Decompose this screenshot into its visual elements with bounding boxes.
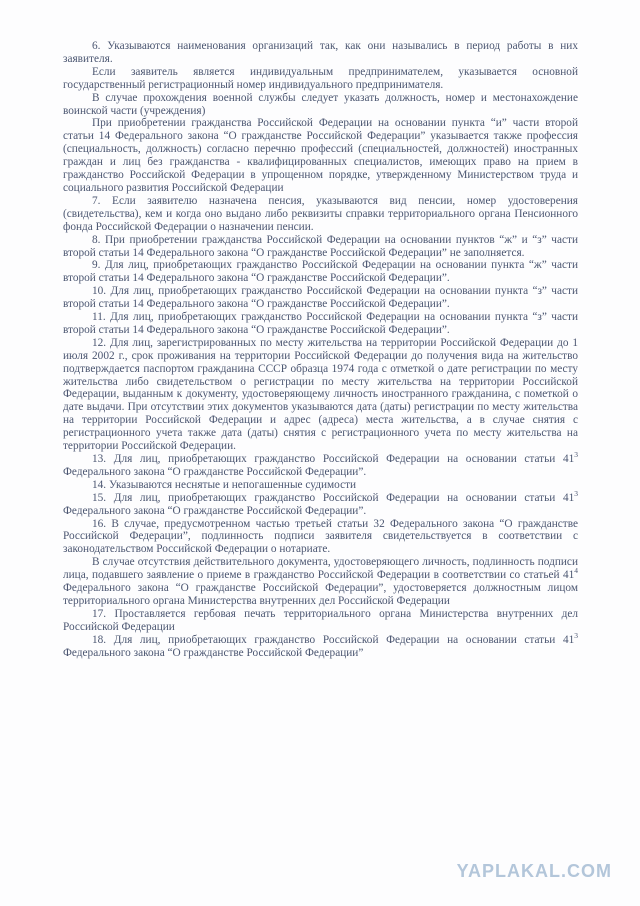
superscript: 3 <box>574 450 578 460</box>
document-text-block <box>63 40 578 660</box>
paragraph-text: Федерального закона “О гражданстве Российской Федерации”. <box>63 465 367 478</box>
paragraph-note-14: 14. Указываются неснятые и непогашенные судимости <box>92 478 357 491</box>
paragraph-note-6-cont-3: При приобретении гражданства Российской Федерации на основании пункта “и” части второй статьи 14 Федерального закона “О гражданстве Российской Федерации” указывается также профессия (специальность, должность) согласно перечню профессий (специальностей, должностей) иностранных граждан и лиц без гражданства - квалифицированных специалистов, имеющих право на прием в гражданство Российской Федерации в упрощенном порядке, утвержденному Министерством труда и социального развития Российской Федерации <box>63 117 578 194</box>
paragraph-note-11: 11. Для лиц, приобретающих гражданство Российской Федерации на основании пункта “з” части второй статьи 14 Федерального закона “О гражданстве Российской Федерации”. <box>63 311 578 336</box>
paragraph-note-9: 9. Для лиц, приобретающих гражданство Российской Федерации на основании пункта “ж” части второй статьи 14 Федерального закона “О гражданстве Российской Федерации”. <box>63 259 578 285</box>
paragraph-note-10: 10. Для лиц, приобретающих гражданство Российской Федерации на основании пункта “з” части второй статьи 14 Федерального закона “О гражданстве Российской Федерации”. <box>63 285 578 311</box>
paragraph-note-13 <box>63 450 578 479</box>
paragraph-note-12: 12. Для лиц, зарегистрированных по месту жительства на территории Российской Федерации до 1 июля 2002 г., срок проживания на территории Российской Федерации до получения вида на жительство подтверждается паспортом гражданина СССР образца 1974 года с отметкой о дате регистрации по месту жительства либо свидетельством о регистрации по месту жительства на территории Российской Федерации, выданным к документу, удостоверяющему личность иностранного гражданина, с пометкой о дате выдачи. При отсутствии этих документов указываются дата (даты) регистрации по месту жительства на территории Российской Федерации и адрес (адреса) места жительства, а в случае снятия с регистрационного учета также дата (даты) снятия с регистрационного учета по месту жительства на территории Российской Федерации. <box>63 336 578 453</box>
paragraph-note-6: 6. Указываются наименования организаций так, как они назывались в период работы в них заявителя. <box>63 40 578 65</box>
superscript: 3 <box>574 630 578 640</box>
superscript: 4 <box>574 566 578 576</box>
paragraph-text: Федерального закона “О гражданстве Российской Федерации”, удостоверяется должностным лицом территориального органа Министерства внутренних дел Российской Федерации <box>63 582 578 607</box>
paragraph-note-17: 17. Проставляется гербовая печать территориального органа Министерства внутренних дел Российской Федерации <box>63 607 578 633</box>
paragraph-note-16-cont <box>63 556 578 608</box>
paragraph-text: 13. Для лиц, приобретающих гражданство Российской Федерации на основании статьи 41 <box>92 453 575 465</box>
superscript: 3 <box>574 488 578 498</box>
paragraph-note-16: 16. В случае, предусмотренном частью третьей статьи 32 Федерального закона “О гражданстве Российской Федерации”, подлинность подписи заявителя свидетельствуется в соответствии с законодательством Российской Федерации о нотариате. <box>63 517 578 556</box>
paragraph-text: 15. Для лиц, приобретающих гражданство Российской Федерации на основании статьи 41 <box>92 491 575 504</box>
paragraph-note-15 <box>63 488 578 518</box>
paragraph-note-6-cont-2: В случае прохождения военной службы следует указать должность, номер и местонахождение воинской части (учреждения) <box>63 91 578 117</box>
paragraph-text: 18. Для лиц, приобретающих гражданство Российской Федерации на основании статьи 41 <box>92 633 575 646</box>
paragraph-note-18 <box>63 630 578 660</box>
paragraph-text: Федерального закона “О гражданстве Российской Федерации”. <box>63 504 367 517</box>
paragraph-note-6-cont-1: Если заявитель является индивидуальным предпринимателем, указывается основной государственный регистрационный номер индивидуального предпринимателя. <box>63 65 578 91</box>
paragraph-text: Федерального закона “О гражданстве Российской Федерации” <box>63 646 364 659</box>
paragraph-note-8: 8. При приобретении гражданства Российской Федерации на основании пунктов “ж” и “з” части второй статьи 14 Федерального закона “О гражданстве Российской Федерации” не заполняется. <box>63 233 578 259</box>
paragraph-text: В случае отсутствия действительного документа, удостоверяющего личность, подлинность подписи лица, подавшего заявление о приеме в гражданство Российской Федерации в соответствии со статьей 41 <box>63 556 578 582</box>
yaplakal-watermark: YAPLAKAL.COM <box>456 861 612 881</box>
paragraph-note-7: 7. Если заявителю назначена пенсия, указываются вид пенсии, номер удостоверения (свидетельства), кем и когда оно выдано либо реквизиты справки территориального органа Пенсионного фонда Российской Федерации о назначении пенсии. <box>63 194 578 233</box>
